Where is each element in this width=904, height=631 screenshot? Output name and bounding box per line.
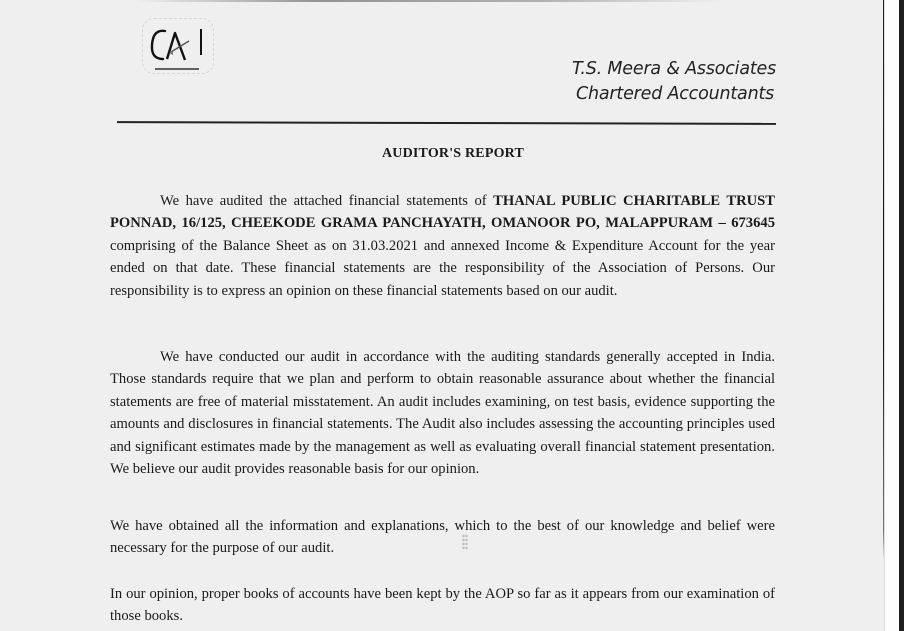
paragraph4-text: In our opinion, proper books of accounts have been kept by the AOP so far as it appears from our examination of those books. [110,586,775,625]
paragraph-information [110,515,775,560]
ca-logo-icon [143,19,213,73]
scan-border-bar [899,0,904,631]
paragraph-opinion [110,583,775,628]
letterhead-rule [117,121,776,125]
paragraph-audit-standards [110,346,775,480]
paragraph-audit-scope [110,190,775,302]
ca-logo [142,18,214,74]
paragraph1-lead: We have audited the attached financial statements of [160,193,494,209]
report-title [0,146,904,162]
firm-letterhead [572,57,776,107]
scan-top-edge [0,0,904,2]
paragraph1-rest: comprising of the Balance Sheet as on 31.03.2021 and annexed Income & Expenditure Account for the year ended on that date. These financial statements are the responsibility of the Association of Persons. Our responsibility is to express an opinion on these financial statements based on our audit. [110,237,775,299]
scan-speck [462,534,468,550]
firm-role: Chartered Accountants [576,84,775,104]
paragraph2-text: We have conducted our audit in accordance with the auditing standards generally accepted in India. Those standards require that we plan and perform to obtain reasonable assurance about whether the financial statements are free of material misstatement. An audit includes examining, on test basis, evidence supporting the amounts and disclosures in financial statements. The Audit also includes assessing the accounting principles used and significant estimates made by the management as well as evaluating overall financial statement presentation. We believe our audit provides reasonable basis for our opinion. [110,349,775,478]
entity-name-address: THANAL PUBLIC CHARITABLE TRUST PONNAD, 16/125, CHEEKODE GRAMA PANCHAYATH, OMANOOR PO, MALAPPURAM – 673645 [110,193,776,232]
report-title-text: AUDITOR'S REPORT [381,146,525,161]
firm-name: T.S. Meera & Associates [572,59,776,79]
paragraph3-text: We have obtained all the information and explanations, which to the best of our knowledge and belief were necessary for the purpose of our audit. [110,518,775,557]
